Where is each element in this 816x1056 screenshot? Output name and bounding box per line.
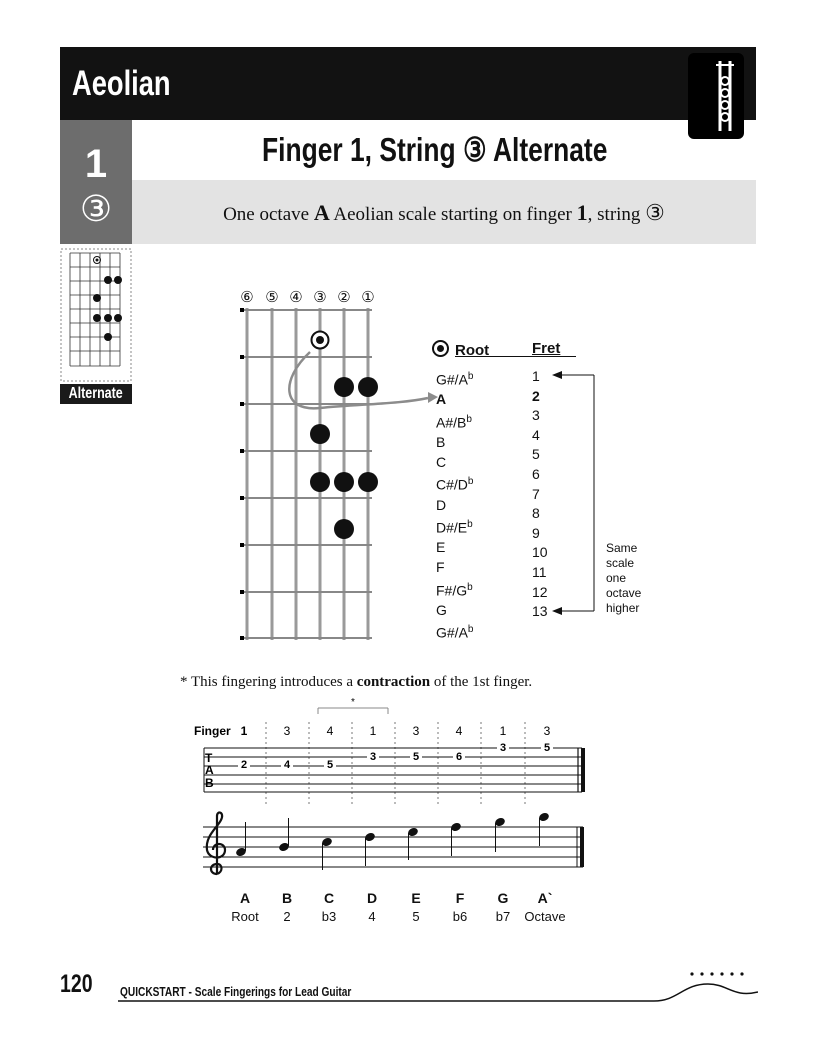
interval-degree: 5	[412, 909, 420, 924]
fret-number: 4	[532, 426, 540, 443]
fret-number: 6	[532, 465, 540, 482]
interval-name: E	[411, 890, 421, 906]
tab-finger: 4	[455, 724, 463, 738]
root-symbol-icon	[432, 340, 449, 357]
interval-name: F	[455, 890, 465, 906]
tab-letter: T	[205, 751, 213, 765]
note-name-6: $C\#/D^b$	[436, 476, 474, 493]
tab-finger: 4	[326, 724, 334, 738]
footnote: * This fingering introduces a contraction of the 1st finger.	[180, 674, 533, 690]
string-label-3: ③	[313, 289, 327, 306]
note-name-8: $D\#/E^b$	[436, 519, 473, 536]
note-name-2: A	[436, 391, 447, 408]
fret-number: 11	[532, 563, 547, 580]
string-label-6: ⑥	[240, 289, 254, 306]
notation-staff	[195, 808, 595, 880]
interval-degree: b7	[495, 909, 511, 924]
interval-name: C	[323, 890, 335, 906]
note-name-1: $G\#/A^b$	[436, 371, 474, 388]
fret-number: 12	[532, 583, 548, 600]
book-title: QUICKSTART - Scale Fingerings for Lead Guitar	[120, 984, 352, 999]
note-name-10: F	[436, 558, 445, 575]
note-dot	[334, 519, 354, 539]
interval-degree: Root	[231, 909, 259, 924]
note-name-3: $A\#/B^b$	[436, 413, 472, 431]
guitar-neck-icon	[688, 53, 744, 139]
note-name-4: B	[436, 434, 446, 451]
octave-note: Same scale one octave higher	[606, 541, 642, 615]
note-list	[436, 367, 473, 644]
root-header: Root	[432, 340, 489, 359]
tab-finger: 3	[543, 724, 551, 738]
tab-letter: B	[205, 776, 214, 790]
note-dot	[334, 472, 354, 492]
mini-fingering-diagram	[60, 248, 132, 382]
note-name-12: G	[436, 601, 447, 618]
fret-header: Fret	[532, 340, 561, 357]
tab-fret: 5	[326, 759, 334, 771]
tab-fret: 5	[412, 751, 420, 763]
note-name-11: $F\#/G^b$	[436, 581, 473, 599]
interval-degree: 2	[283, 909, 291, 924]
tab-fret: 6	[455, 751, 463, 763]
finger-label: Finger	[194, 724, 231, 738]
tab-finger: 1	[240, 724, 248, 738]
string-number: ③	[79, 188, 113, 229]
interval-name: A`	[537, 890, 553, 906]
note-name-7: D	[436, 496, 447, 513]
tab-fret: 3	[499, 742, 507, 754]
treble-clef-icon	[207, 813, 225, 874]
fret-number: 3	[532, 407, 540, 424]
string-label-5: ⑤	[265, 289, 279, 306]
tab-finger: 1	[369, 724, 377, 738]
interval-name: D	[366, 890, 378, 906]
fret-number: 7	[532, 485, 540, 502]
note-dot	[310, 472, 330, 492]
interval-name: G	[497, 890, 509, 906]
bracket-asterisk: *	[351, 697, 355, 708]
interval-degree: b3	[321, 909, 337, 924]
scale-description: One octave A Aeolian scale starting on finger 1, string ③	[223, 200, 665, 225]
tab-staff	[190, 696, 600, 808]
fret-number: 2	[532, 387, 540, 404]
fret-list	[532, 367, 548, 622]
fret-number: 8	[532, 505, 540, 522]
interval-degree: Octave	[524, 909, 566, 924]
root-arrow	[280, 330, 440, 430]
string-label-1: ①	[361, 289, 375, 306]
mode-title: Aeolian	[72, 64, 171, 103]
alternate-label: Alternate	[60, 384, 132, 404]
interval-degree: 4	[368, 909, 376, 924]
tab-finger: 1	[499, 724, 507, 738]
fret-number: 13	[532, 603, 548, 620]
tab-fret: 4	[283, 759, 291, 771]
tab-fret: 5	[543, 742, 551, 754]
fret-number: 9	[532, 524, 540, 541]
interval-name: B	[281, 890, 293, 906]
note-name-9: E	[436, 539, 446, 556]
fret-number: 5	[532, 446, 540, 463]
fret-number: 10	[532, 544, 548, 561]
finger-number: 1	[84, 142, 108, 186]
tab-finger: 3	[283, 724, 291, 738]
note-name-5: C	[436, 453, 447, 470]
interval-degree: b6	[452, 909, 468, 924]
interval-name: A	[239, 890, 251, 906]
string-label-2: ②	[337, 289, 351, 306]
note-name-13: $G\#/A^b$	[436, 624, 474, 642]
tab-fret: 3	[369, 751, 377, 763]
footer-guitar-line	[118, 966, 758, 1006]
fret-number: 1	[532, 368, 540, 384]
page-thumb-tab	[688, 53, 744, 139]
tab-letter: A	[205, 763, 214, 777]
tab-fret: 2	[240, 759, 248, 771]
page-number: 120	[60, 970, 93, 998]
octave-bracket	[548, 366, 608, 622]
note-dot	[358, 472, 378, 492]
page-subtitle: Finger 1, String ③ Alternate	[262, 131, 608, 168]
string-label-4: ④	[289, 289, 303, 306]
tab-finger: 3	[412, 724, 420, 738]
